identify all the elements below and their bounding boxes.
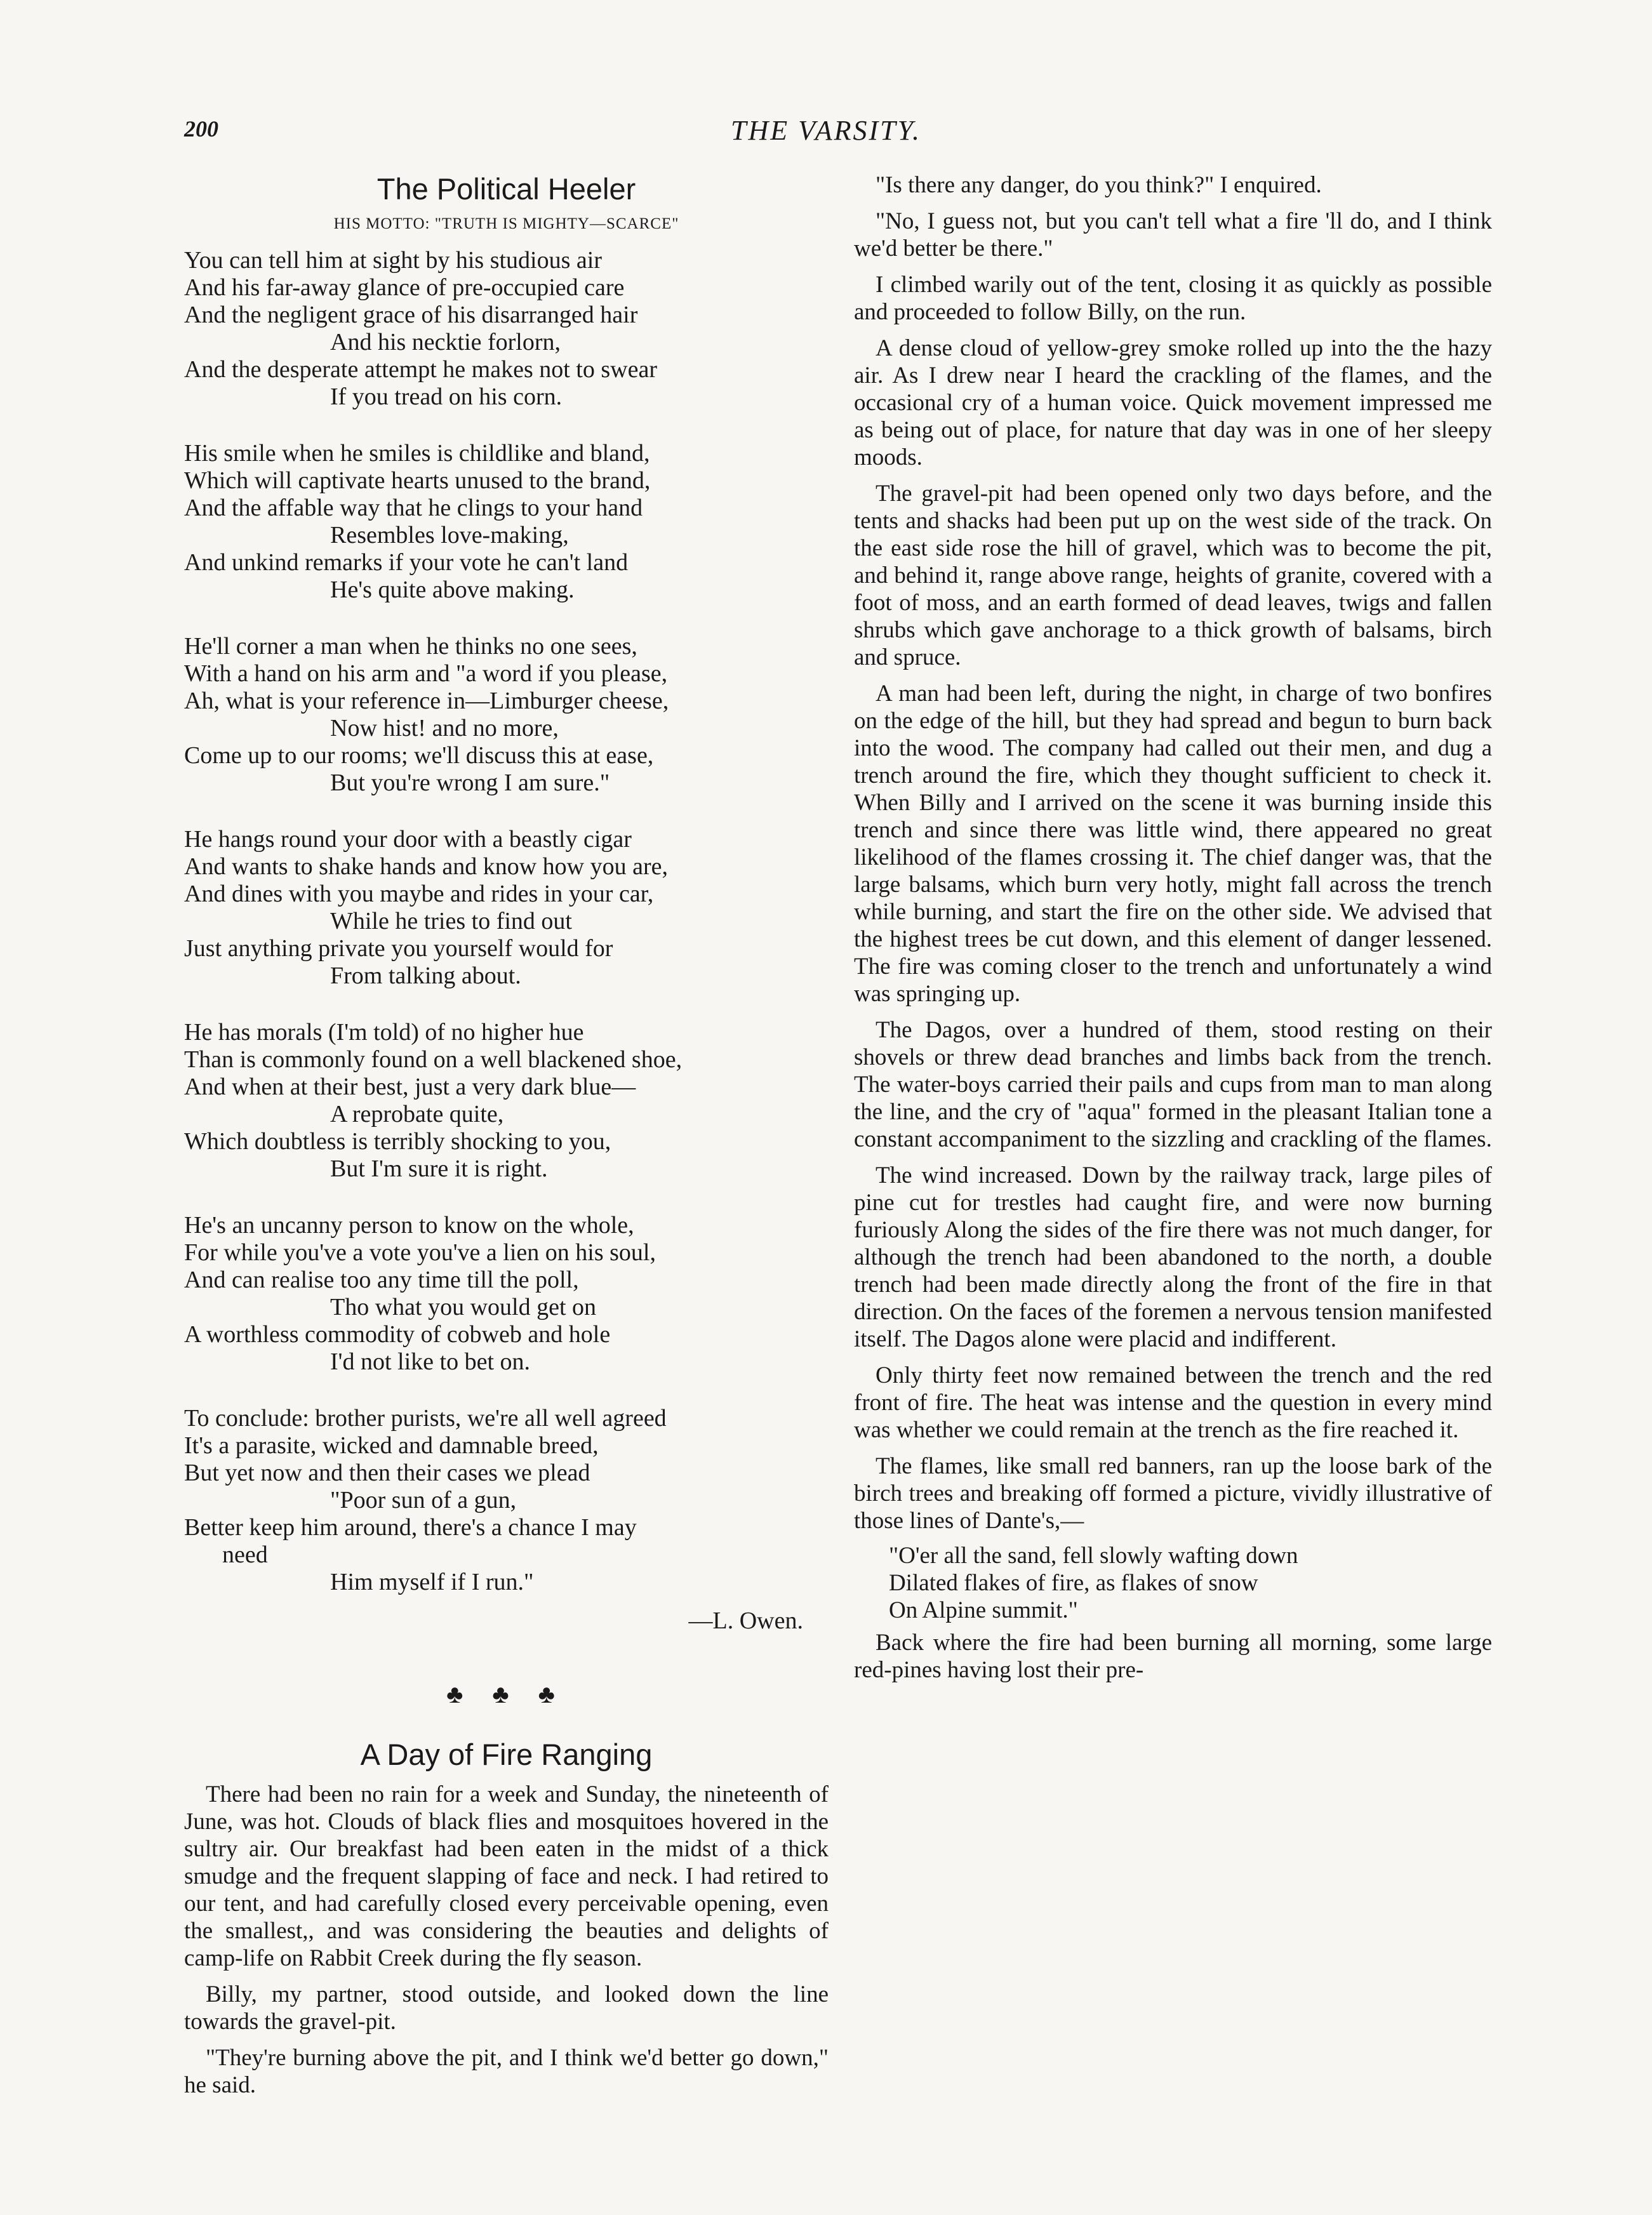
poem-line: But yet now and then their cases we plead (184, 1460, 590, 1486)
poem-line: Better keep him around, there's a chance I may (184, 1514, 637, 1541)
poem-line: Resembles love-making, (330, 522, 569, 549)
poem-line: Than is commonly found on a well blackened shoe, (184, 1046, 683, 1073)
article-paragraph: "Is there any danger, do you think?" I enquired. (876, 172, 1322, 198)
poem-line: And can realise too any time till the poll, (184, 1267, 579, 1293)
poem-stanza (184, 440, 829, 604)
poem-line: You can tell him at sight by his studious air (184, 247, 602, 274)
poem-line: And wants to shake hands and know how you are, (184, 853, 668, 880)
poem-line: Which will captivate hearts unused to the brand, (184, 467, 651, 494)
poem-line: His smile when he smiles is childlike and bland, (184, 440, 650, 467)
article-paragraph: A dense cloud of yellow-grey smoke rolled up into the the hazy air. As I drew near I heard the crackling of the flames, and the occasional cry of a human voice. Quick movement impressed me as being out of place, for nature that day was in one of her sleepy moods. (854, 335, 1492, 470)
poem-line: Him myself if I run." (330, 1569, 534, 1595)
poem-stanza (184, 826, 829, 990)
poem-line: While he tries to find out (330, 908, 572, 935)
poem-line: And the affable way that he clings to your hand (184, 495, 643, 521)
poem-line: To conclude: brother purists, we're all well agreed (184, 1405, 667, 1432)
article-left-text (184, 1781, 829, 2099)
running-head: THE VARSITY. (730, 115, 922, 146)
poem-line: Just anything private you yourself would for (184, 935, 613, 962)
quote-line: "O'er all the sand, fell slowly wafting down (889, 1543, 1298, 1569)
article-paragraph: The flames, like small red banners, ran up the loose bark of the birch trees and breaking off formed a picture, vividly illustrative of those lines of Dante's,— (854, 1453, 1492, 1534)
article-paragraph: Back where the fire had been burning all morning, some large red-pines having lost their pre- (854, 1630, 1492, 1683)
poem-line: He'll corner a man when he thinks no one sees, (184, 633, 637, 660)
article-paragraph: There had been no rain for a week and Sunday, the nineteenth of June, was hot. Clouds of black flies and mosquitoes hovered in the sultry air. Our breakfast had been eaten in the midst of a thick smudge and the frequent slapping of face and neck. I had retired to our tent, and had carefully closed every perceivable opening, even the smallest,, and was considering the beauties and delights of camp-life on Rabbit Creek during the fly season. (184, 1781, 829, 1971)
poem-line: And his necktie forlorn, (330, 329, 561, 356)
article-right-text-end (854, 1629, 1492, 1684)
poem-title: The Political Heeler (376, 172, 636, 206)
poem-line: And when at their best, just a very dark blue— (184, 1074, 636, 1100)
poem-signature: —L. Owen. (688, 1607, 803, 1634)
right-column (854, 171, 1492, 1684)
poem-line: If you tread on his corn. (330, 383, 563, 410)
poem-motto: HIS MOTTO: "TRUTH IS MIGHTY—SCARCE" (333, 215, 679, 232)
poem-stanza (184, 247, 829, 411)
poem-stanza (184, 1405, 829, 1596)
poem-line: And his far-away glance of pre-occupied care (184, 274, 625, 301)
poem-line: He has morals (I'm told) of no higher hue (184, 1019, 584, 1046)
poem-stanza (184, 633, 829, 797)
poem-line: A reprobate quite, (330, 1101, 504, 1127)
poem-line: He's quite above making. (330, 576, 575, 603)
poem-line: I'd not like to bet on. (330, 1348, 531, 1375)
quote-line: Dilated flakes of fire, as flakes of snow (889, 1570, 1258, 1596)
poem-line: Come up to our rooms; we'll discuss this at ease, (184, 742, 654, 769)
poem-line: And the desperate attempt he makes not to swear (184, 356, 657, 383)
poem-line: He's an uncanny person to know on the whole, (184, 1212, 634, 1239)
poem-line: "Poor sun of a gun, (330, 1487, 517, 1513)
article-paragraph: The Dagos, over a hundred of them, stood resting on their shovels or threw dead branches and limbs back from the trench. The water-boys carried their pails and cups from man to man along the line, and the cry of "aqua" formed in the pleasant Italian tone a constant accompaniment to the sizzling and crackling of the flames. (854, 1017, 1492, 1152)
article-paragraph: The gravel-pit had been opened only two days before, and the tents and shacks had been put up on the west side of the track. On the east side rose the hill of gravel, which was to become the pit, and behind it, range above range, heights of granite, covered with a foot of moss, and an earth formed of dead leaves, twigs and fallen shrubs which gave anchorage to a thick growth of balsams, birch and spruce. (854, 481, 1492, 670)
article-paragraph: Only thirty feet now remained between the trench and the red front of fire. The heat was intense and the question in every mind was whether we could remain at the trench as the fire reached it. (854, 1362, 1492, 1443)
article-title: A Day of Fire Ranging (360, 1738, 653, 1771)
article-paragraph: I climbed warily out of the tent, closing it as quickly as possible and proceeded to follow Billy, on the run. (854, 272, 1492, 325)
quote-line: On Alpine summit." (889, 1597, 1078, 1623)
article-paragraph: The wind increased. Down by the railway track, large piles of pine cut for trestles had caught fire, and were now burning furiously Along the sides of the fire there was not much danger, for although the trench had been abandoned to the north, a double trench had been made directly along the front of the fire in that direction. On the faces of the foremen a nervous tension manifested itself. The Dagos alone were placid and indifferent. (854, 1162, 1492, 1352)
poem-body (184, 247, 829, 1596)
poem-stanza (184, 1019, 829, 1183)
article-paragraph: Billy, my partner, stood outside, and looked down the line towards the gravel-pit. (184, 1981, 829, 2035)
section-ornament: ♣ ♣ ♣ (446, 1680, 566, 1708)
article-paragraph: "They're burning above the pit, and I think we'd better go down," he said. (184, 2045, 829, 2098)
article-paragraph: A man had been left, during the night, in charge of two bonfires on the edge of the hill, but they had spread and begun to burn back into the wood. The company had called out their men, and dug a trench around the fire, which they thought sufficient to check it. When Billy and I arrived on the scene it was burning inside this trench and since there was little wind, there appeared no great likelihood of the flames crossing it. The chief danger was, that the large balsams, which burn very hotly, might fall across the trench while burning, and start the fire on the other side. We advised that the highest trees be cut down, and this element of danger lessened. The fire was coming closer to the trench and unfortunately a wind was springing up. (854, 681, 1492, 1007)
page-number: 200 (184, 116, 218, 142)
poem-line: And unkind remarks if your vote he can't land (184, 549, 629, 576)
poem-line: need (222, 1541, 268, 1568)
article-paragraph: "No, I guess not, but you can't tell what a fire 'll do, and I think we'd better be there." (854, 208, 1492, 262)
left-column (184, 171, 829, 2099)
article-right-text (854, 171, 1492, 1534)
poem-line: For while you've a vote you've a lien on his soul, (184, 1239, 656, 1266)
poem-line: From talking about. (330, 962, 521, 989)
poem-line: And the negligent grace of his disarranged hair (184, 302, 638, 328)
poem-line: Which doubtless is terribly shocking to you, (184, 1128, 611, 1155)
poem-line: And dines with you maybe and rides in your car, (184, 881, 654, 907)
poem-line: With a hand on his arm and "a word if you please, (184, 660, 668, 687)
poem-line: But I'm sure it is right. (330, 1155, 548, 1182)
poem-line: A worthless commodity of cobweb and hole (184, 1321, 611, 1348)
dante-quote (854, 1542, 1492, 1624)
poem-line: He hangs round your door with a beastly cigar (184, 826, 632, 853)
poem-line: Now hist! and no more, (330, 715, 559, 742)
poem-line: Ah, what is your reference in—Limburger cheese, (184, 688, 669, 714)
poem-line: But you're wrong I am sure." (330, 769, 610, 796)
poem-stanza (184, 1212, 829, 1376)
poem-line: It's a parasite, wicked and damnable breed, (184, 1432, 599, 1459)
poem-line: Tho what you would get on (330, 1294, 597, 1320)
